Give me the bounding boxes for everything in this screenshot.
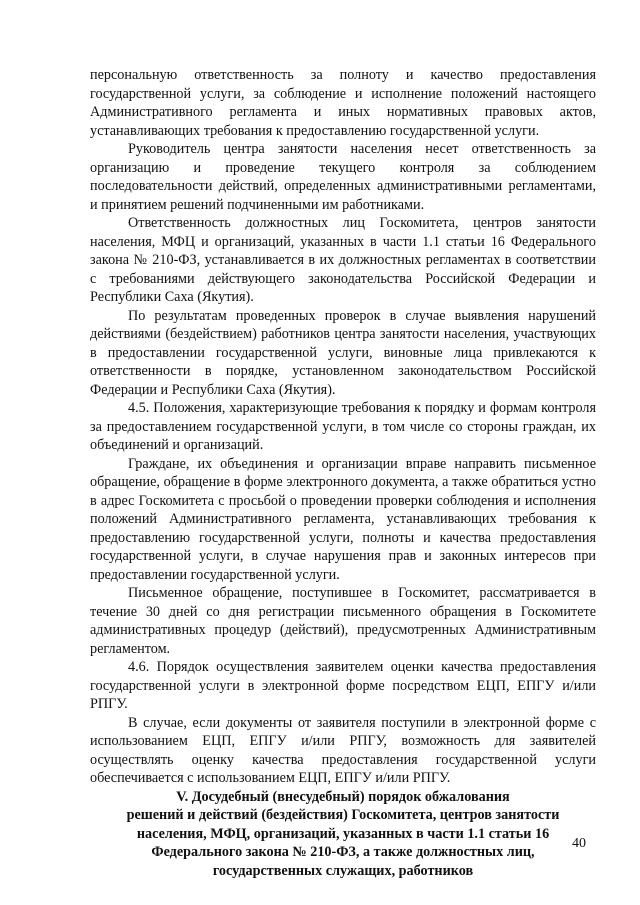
paragraph: Письменное обращение, поступившее в Госкомитет, рассматривается в течение 30 дней со дня регистрации письменного обращения в Госкомитете административных процедур (действий), предусмотренных Административным регламентом. xyxy=(90,585,596,657)
paragraph: 4.6. Порядок осуществления заявителем оценки качества предоставления государственной услуги в электронной форме посредством ЕЦП, ЕПГУ и/или РПГУ. xyxy=(90,659,596,712)
document-body xyxy=(90,66,596,880)
heading-line: Федерального закона № 210-ФЗ, а также должностных лиц, xyxy=(151,844,535,860)
paragraph: Граждане, их объединения и организации вправе направить письменное обращение, обращение в форме электронного документа, а также обратиться устно в адрес Госкомитета с просьбой о проведении проверки соблюдения и исполнения положений Административного регламента, устанавливающих требования к предоставлению государственной услуги, полноты и качества предоставления государственной услуги, в случае нарушения прав и законных интересов при предоставлении государственной услуги. xyxy=(90,455,596,583)
heading-line: государственных служащих, работников xyxy=(212,862,474,879)
section-heading xyxy=(90,788,596,881)
heading-line: населения, МФЦ, организаций, указанных в части 1.1 статьи 16 xyxy=(136,825,550,842)
page-number: 40 xyxy=(572,836,586,851)
paragraph: Ответственность должностных лиц Госкомитета, центров занятости населения, МФЦ и организаций, указанных в части 1.1 статьи 16 Федерального закона № 210-ФЗ, устанавливается в их должностных регламентах в соответствии с требованиями действующего законодательства Российской Федерации и Республики Саха (Якутия). xyxy=(90,215,596,305)
heading-line: V. Досудебный (внесудебный) порядок обжалования xyxy=(176,788,510,805)
paragraph: Руководитель центра занятости населения несет ответственность за организацию и проведение текущего контроля за соблюдением последовательности действий, определенных административными регламентами, и принятием решений подчиненными им работниками. xyxy=(90,141,596,213)
paragraph: По результатам проведенных проверок в случае выявления нарушений действиями (бездействием) работников центра занятости населения, участвующих в предоставлении государственной услуги, виновные лица привлекаются к ответственности в порядке, установленном законодательством Российской Федерации и Республики Саха (Якутия). xyxy=(90,307,596,398)
paragraph: персональную ответственность за полноту и качество предоставления государственной услуги, за соблюдение и исполнение положений настоящего Административного регламента и иных нормативных правовых актов, устанавливающих требования к предоставлению государственной услуги. xyxy=(90,67,596,139)
heading-line: решений и действий (бездействия) Госкомитета, центров занятости xyxy=(126,807,560,823)
paragraph: В случае, если документы от заявителя поступили в электронной форме с использованием ЕЦП, ЕПГУ и/или РПГУ, возможность для заявителей осуществлять оценку качества предоставления государственной услуги обеспечивается с использованием ЕЦП, ЕПГУ и/или РПГУ. xyxy=(90,714,596,786)
paragraph: 4.5. Положения, характеризующие требования к порядку и формам контроля за предоставлением государственной услуги, в том числе со стороны граждан, их объединений и организаций. xyxy=(90,400,596,453)
